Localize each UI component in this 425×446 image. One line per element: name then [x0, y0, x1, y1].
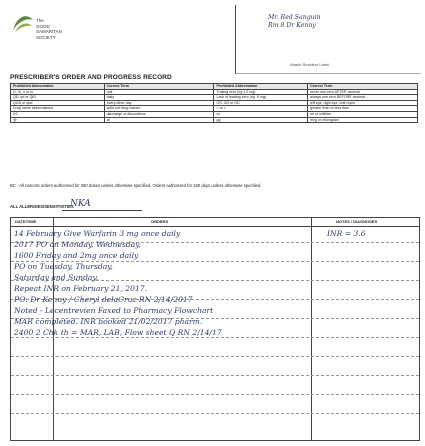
notes-column-header: NOTES / DIAGNOSES	[336, 219, 378, 224]
table-row	[11, 117, 418, 123]
allergies-label: ALL ALLERGIES/SENSITIVITIES	[10, 204, 74, 209]
form-title: PRESCRIBER'S ORDER AND PROGRESS RECORD	[10, 74, 172, 81]
handwritten-line: 1600 Friday and 2mg once daily	[14, 251, 139, 260]
handwritten-line: 2400 2 Chk th = MAR, LAB, Flow sheet Q RN 2/14/17	[14, 328, 222, 337]
handwritten-line: PO: Dr Kenny / Cheryl delaCruz RN 2/14/2017	[14, 295, 193, 304]
patient-label	[268, 14, 321, 30]
logo-line: SAMARITAN	[36, 29, 62, 34]
inr-note: INR = 3.6	[327, 229, 366, 238]
table-cell: µg	[214, 117, 308, 123]
column-divider	[311, 218, 312, 440]
handwritten-line: MAR completed. INR booked 21/02/2017 pharm.	[14, 317, 203, 326]
logo-line: SOCIETY	[36, 34, 56, 40]
table-cell: write out drug names	[104, 106, 214, 112]
table-cell: discharge or discontinue	[104, 111, 214, 117]
handwritten-line: 2017 PO on Monday, Wednesday,	[14, 240, 142, 249]
abbreviation-table	[10, 83, 418, 123]
handwritten-line: 14 February Give Warfarin 3 mg once daily	[14, 229, 181, 238]
table-cell: never use zero AFTER decimal	[308, 89, 418, 95]
table-cell: always use zero BEFORE decimal	[308, 95, 418, 101]
table-cell: U, IU, u or iu	[11, 89, 105, 95]
table-cell: @	[11, 117, 105, 123]
row-rule	[11, 356, 419, 357]
table-cell: Drug name abbreviations	[11, 106, 105, 112]
room-doctor: Rm 8 Dr Kenny	[268, 22, 316, 29]
table-cell: greater than or less than	[308, 106, 418, 112]
header-cell: Prohibited Abbreviation	[11, 84, 105, 90]
narcotic-note: BC - All narcotic orders authorized for 360 doses unless otherwise specified. Orders authorized for 180 days unless otherwise specified.	[10, 183, 262, 188]
logo-line: The	[36, 18, 44, 23]
handwritten-line: Noted - Lecentrevien Faxed to Pharmacy Flowchart	[14, 306, 214, 315]
society-logo	[10, 10, 130, 52]
table-cell: at	[104, 117, 214, 123]
patient-name: Mr. Red Sanguin	[268, 14, 321, 21]
table-cell: mcg or microgram	[308, 117, 418, 123]
table-cell: ml or millilitre	[308, 111, 418, 117]
table-cell: Lack of leading zero (eg .5 mg)	[214, 95, 308, 101]
row-rule	[11, 394, 419, 395]
header-cell: Prohibited Abbreviation	[214, 84, 308, 90]
row-rule	[11, 375, 419, 376]
orders-grid-header	[11, 218, 419, 227]
affix-label-text: Attach Resident Label	[290, 62, 330, 67]
table-cell: cc	[214, 111, 308, 117]
orders-column-header: ORDERS	[151, 219, 169, 224]
header-cell: Correct Term	[104, 84, 214, 90]
table-cell: QD, qd or QID	[11, 95, 105, 101]
leaf-logo-icon	[10, 10, 36, 36]
table-cell: DC	[11, 111, 105, 117]
allergies-value: NKA	[70, 199, 91, 209]
allergies-underline	[62, 210, 142, 211]
table-cell: daily	[104, 95, 214, 101]
table-cell: QOD or qod	[11, 100, 105, 106]
table-cell: every other day	[104, 100, 214, 106]
date-column-header: DATE/TIME	[15, 219, 37, 224]
header-cell: Correct Term	[308, 84, 418, 90]
table-cell: OS, OD or OU	[214, 100, 308, 106]
row-rule	[11, 413, 419, 414]
table-cell: > or <	[214, 106, 308, 112]
handwritten-line: PO on Tuesday, Thursday,	[14, 262, 113, 271]
table-cell: Trailing zero (eg 1.0 mg)	[214, 89, 308, 95]
table-cell: left eye, right eye, both eyes	[308, 100, 418, 106]
row-rule	[11, 337, 419, 338]
logo-line: GOOD	[36, 23, 50, 29]
handwritten-line: Repeat INR on February 21, 2017.	[14, 284, 148, 293]
orders-grid	[10, 217, 420, 441]
table-cell: unit	[104, 89, 214, 95]
handwritten-line: Saturday and Sunday.	[14, 273, 99, 282]
